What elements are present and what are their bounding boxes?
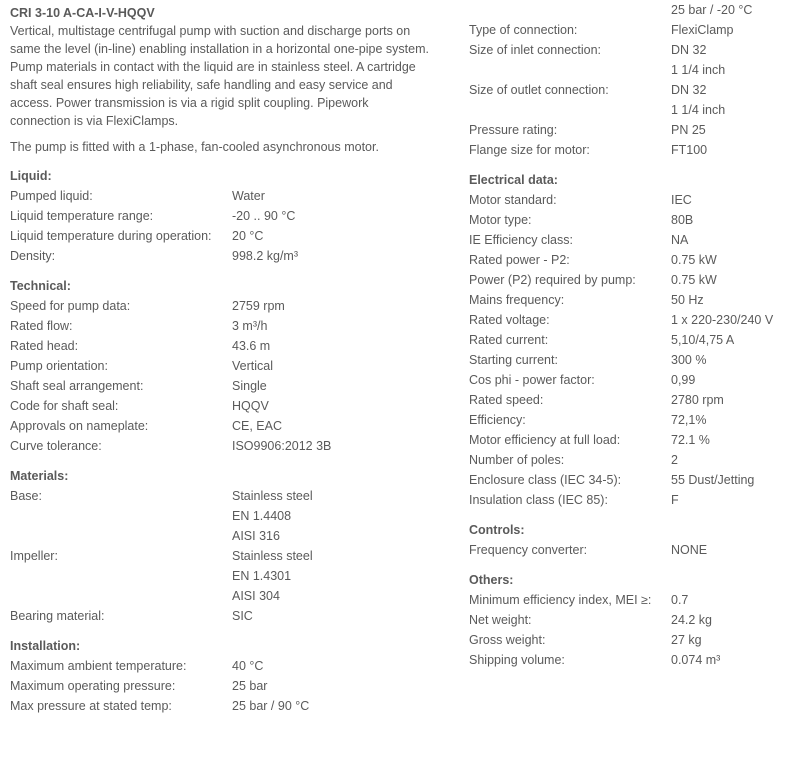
spec-values [671,450,789,470]
spec-label: Liquid temperature range: [10,209,154,223]
left-column [10,0,460,716]
spec-row [469,210,789,230]
spec-row [10,416,460,436]
spec-value: 80B [671,213,694,227]
spec-row [10,356,460,376]
spec-label: Rated voltage: [469,313,550,327]
section-title: Controls: [469,523,525,537]
spec-label: Bearing material: [10,609,105,623]
spec-value: 20 °C [232,229,264,243]
spec-value: EN 1.4408 [232,509,292,523]
spec-values [232,376,460,396]
spec-values [232,246,460,266]
spec-value: 1 1/4 inch [671,103,726,117]
spec-values [232,606,460,626]
spec-value: 0.75 kW [671,253,717,267]
spec-values [232,486,460,546]
description-line: Vertical, multistage centrifugal pump with suction and discharge ports on [10,24,411,38]
spec-value: 72.1 % [671,433,710,447]
spec-value: 1 x 220-230/240 V [671,313,774,327]
spec-row [469,470,789,490]
spec-value: NONE [671,543,708,557]
spec-label: Power (P2) required by pump: [469,273,636,287]
spec-values [671,310,789,330]
spec-values [671,140,789,160]
spec-row [469,590,789,610]
spec-values [671,250,789,270]
spec-values [671,370,789,390]
spec-row [469,0,789,20]
spec-row [10,676,460,696]
spec-row [469,40,789,80]
spec-value: SIC [232,609,253,623]
product-description [10,22,460,130]
description-line: connection is via FlexiClamps. [10,114,179,128]
spec-value: 24.2 kg [671,613,713,627]
spec-values [671,0,789,20]
spec-row [469,250,789,270]
section-controls [469,520,789,560]
spec-value: 5,10/4,75 A [671,333,735,347]
spec-value: FlexiClamp [671,23,734,37]
spec-label: Liquid temperature during operation: [10,229,212,243]
spec-label: Max pressure at stated temp: [10,699,172,713]
spec-row [10,696,460,716]
spec-value: 2759 rpm [232,299,285,313]
section-installation-continued [469,0,789,160]
spec-values [232,316,460,336]
spec-label: Motor standard: [469,193,557,207]
spec-label: Shaft seal arrangement: [10,379,144,393]
spec-value: F [671,493,679,507]
spec-row [10,436,460,456]
spec-label: Minimum efficiency index, MEI ≥: [469,593,652,607]
spec-label: Curve tolerance: [10,439,102,453]
spec-values [671,590,789,610]
spec-row [469,330,789,350]
spec-label: Rated speed: [469,393,544,407]
spec-label: Size of inlet connection: [469,43,602,57]
spec-row [469,610,789,630]
spec-label: Net weight: [469,613,532,627]
spec-values [232,296,460,316]
spec-label: Number of poles: [469,453,565,467]
spec-values [232,356,460,376]
section-materials [10,466,460,626]
spec-label: Maximum ambient temperature: [10,659,187,673]
spec-label: Gross weight: [469,633,546,647]
spec-label [469,0,671,20]
spec-row [10,316,460,336]
spec-row [10,376,460,396]
spec-values [671,120,789,140]
spec-value: 25 bar [232,679,268,693]
spec-value: DN 32 [671,43,707,57]
description-line: same the level (in-line) enabling installation in a horizontal one-pipe system. [10,42,429,56]
spec-values [232,656,460,676]
spec-values [232,396,460,416]
spec-values [671,490,789,510]
spec-row [10,226,460,246]
spec-row [469,490,789,510]
spec-label: Rated current: [469,333,549,347]
spec-values [232,546,460,606]
spec-values [671,610,789,630]
spec-value: 998.2 kg/m³ [232,249,299,263]
spec-label: Approvals on nameplate: [10,419,149,433]
spec-row [10,656,460,676]
spec-values [232,186,460,206]
description-line: Pump materials in contact with the liquid are in stainless steel. A cartridge [10,60,416,74]
spec-value: Vertical [232,359,273,373]
spec-row [469,650,789,670]
spec-row [469,80,789,120]
spec-values [671,630,789,650]
spec-values [671,330,789,350]
spec-row [469,270,789,290]
spec-value: 40 °C [232,659,264,673]
spec-values [232,416,460,436]
spec-label: Maximum operating pressure: [10,679,176,693]
spec-values [671,470,789,490]
section-title: Liquid: [10,169,52,183]
spec-value: DN 32 [671,83,707,97]
spec-label: IE Efficiency class: [469,233,573,247]
spec-row [469,310,789,330]
spec-value: Stainless steel [232,549,313,563]
spec-row [469,290,789,310]
spec-row [10,606,460,626]
spec-row [469,20,789,40]
spec-label: Pumped liquid: [10,189,93,203]
spec-label: Impeller: [10,549,58,563]
spec-values [671,290,789,310]
spec-value: Single [232,379,267,393]
spec-value: 300 % [671,353,707,367]
spec-row [10,246,460,266]
spec-value: HQQV [232,399,269,413]
spec-value: 0.7 [671,593,689,607]
description-line: access. Power transmission is via a rigid split coupling. Pipework [10,96,369,110]
spec-label: Motor type: [469,213,532,227]
spec-row [10,396,460,416]
spec-label: Insulation class (IEC 85): [469,493,608,507]
section-electrical [469,170,789,510]
spec-label: Flange size for motor: [469,143,590,157]
section-title: Technical: [10,279,71,293]
spec-value: AISI 304 [232,589,280,603]
spec-value: NA [671,233,689,247]
spec-values [671,350,789,370]
section-title: Installation: [10,639,81,653]
spec-row [469,190,789,210]
product-title: CRI 3-10 A-CA-I-V-HQQV [10,6,155,20]
spec-values [671,650,789,670]
spec-row [10,546,460,606]
spec-label: Mains frequency: [469,293,565,307]
spec-values [671,270,789,290]
spec-values [671,390,789,410]
spec-values [232,226,460,246]
spec-label: Efficiency: [469,413,526,427]
spec-values [671,40,789,80]
spec-row [10,206,460,226]
spec-row [469,350,789,370]
spec-values [671,190,789,210]
spec-value: 72,1% [671,413,707,427]
spec-label: Code for shaft seal: [10,399,119,413]
spec-row [469,540,789,560]
spec-values [671,430,789,450]
spec-value: Water [232,189,265,203]
spec-values [671,210,789,230]
spec-row [10,486,460,546]
section-title: Electrical data: [469,173,558,187]
spec-label: Shipping volume: [469,653,565,667]
spec-label: Cos phi - power factor: [469,373,595,387]
spec-value: 3 m³/h [232,319,268,333]
section-installation [10,636,460,716]
spec-value: 25 bar / 90 °C [232,699,310,713]
spec-label: Frequency converter: [469,543,588,557]
spec-label: Pressure rating: [469,123,558,137]
spec-label: Speed for pump data: [10,299,131,313]
spec-values [671,410,789,430]
spec-row [469,120,789,140]
spec-row [10,296,460,316]
spec-value: 25 bar / -20 °C [671,3,753,17]
description-line: shaft seal ensures high reliability, safe handling and easy service and [10,78,393,92]
section-title: Others: [469,573,514,587]
spec-row [469,230,789,250]
spec-row [469,410,789,430]
spec-values [671,540,789,560]
spec-label: Motor efficiency at full load: [469,433,621,447]
spec-value: EN 1.4301 [232,569,292,583]
section-title: Materials: [10,469,69,483]
spec-row [469,140,789,160]
spec-values [671,80,789,120]
spec-values [232,696,460,716]
spec-value: 0.75 kW [671,273,717,287]
spec-label: Pump orientation: [10,359,108,373]
spec-value: 50 Hz [671,293,704,307]
spec-row [469,630,789,650]
spec-row [469,370,789,390]
spec-label: Starting current: [469,353,558,367]
spec-values [671,230,789,250]
spec-value: FT100 [671,143,708,157]
motor-note: The pump is fitted with a 1-phase, fan-cooled asynchronous motor. [10,140,379,154]
spec-label: Rated flow: [10,319,73,333]
spec-values [671,20,789,40]
spec-value: -20 .. 90 °C [232,209,296,223]
spec-label: Rated head: [10,339,79,353]
spec-label: Type of connection: [469,23,578,37]
spec-values [232,676,460,696]
spec-value: 27 kg [671,633,702,647]
section-technical [10,276,460,456]
spec-value: ISO9906:2012 3B [232,439,332,453]
spec-row [469,450,789,470]
spec-value: 2780 rpm [671,393,724,407]
spec-label: Rated power - P2: [469,253,570,267]
spec-value: PN 25 [671,123,706,137]
spec-value: Stainless steel [232,489,313,503]
spec-value: 2 [671,453,678,467]
spec-value: 43.6 m [232,339,271,353]
spec-value: 0,99 [671,373,696,387]
spec-values [232,206,460,226]
spec-value: 0.074 m³ [671,653,721,667]
spec-value: IEC [671,193,692,207]
spec-row [469,430,789,450]
section-liquid [10,166,460,266]
spec-label: Base: [10,489,42,503]
spec-values [232,436,460,456]
spec-value: CE, EAC [232,419,283,433]
spec-value: 1 1/4 inch [671,63,726,77]
spec-value: 55 Dust/Jetting [671,473,755,487]
spec-label: Size of outlet connection: [469,83,609,97]
spec-row [10,336,460,356]
spec-row [469,390,789,410]
spec-value: AISI 316 [232,529,280,543]
spec-label: Enclosure class (IEC 34-5): [469,473,622,487]
spec-label: Density: [10,249,56,263]
right-column [469,0,789,670]
spec-values [232,336,460,356]
spec-row [10,186,460,206]
section-others [469,570,789,670]
